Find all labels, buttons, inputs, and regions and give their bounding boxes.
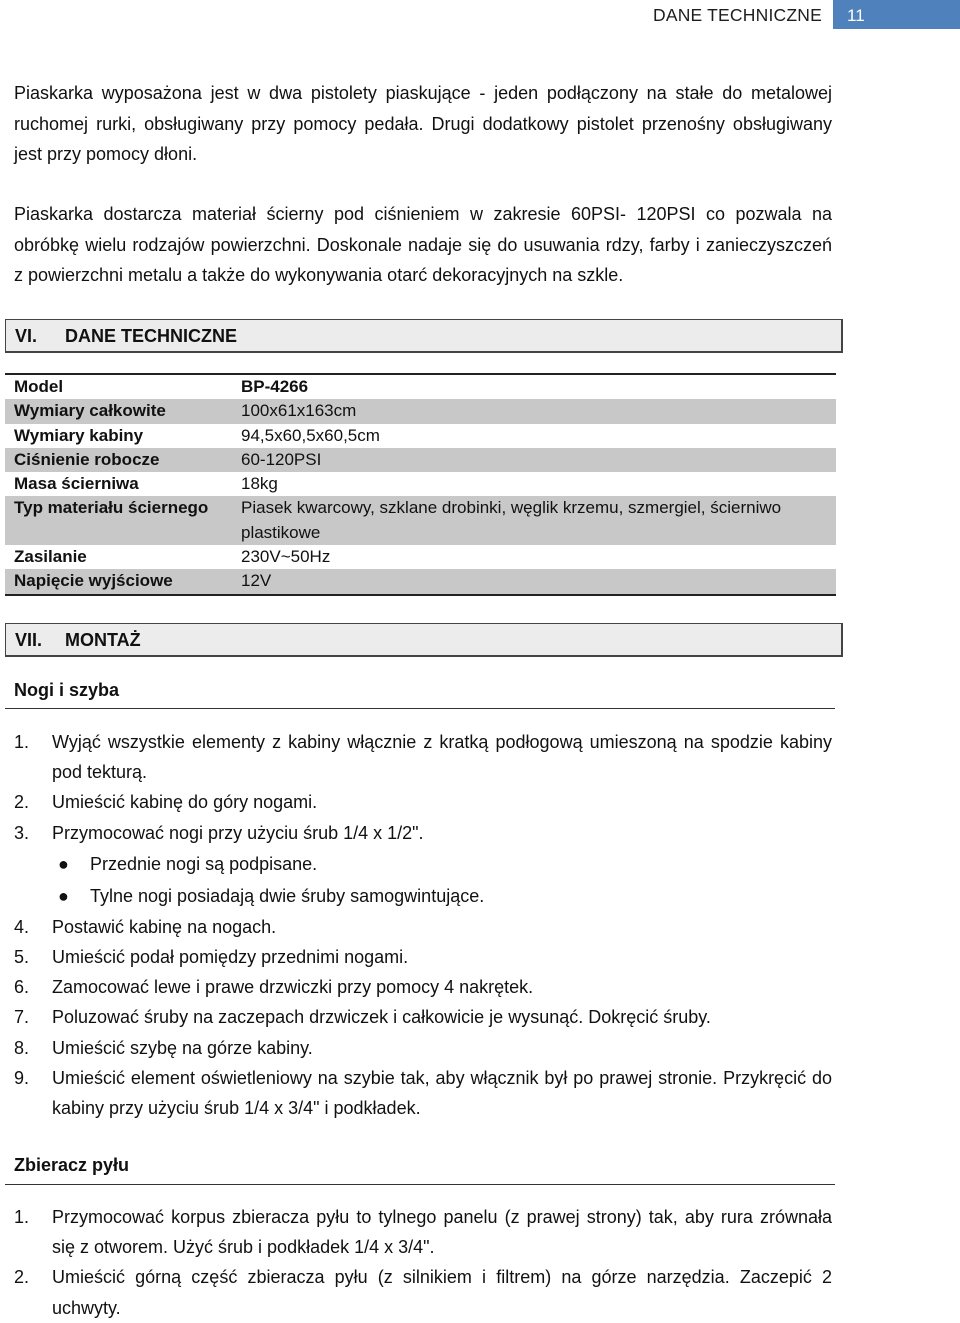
intro-paragraph-2: Piaskarka dostarcza materiał ścierny pod ciśnieniem w zakresie 60PSI- 120PSI co pozwala na obróbkę wielu rodzajów powierzchni. Doskonale nadaje się do usuwania rdzy, farby i zanieczyszczeń z powierzchni metalu a także do wykonywania otarć dekoracyjnych na szkle.: [14, 204, 832, 285]
divider: [5, 1184, 835, 1185]
step-text: Umieścić kabinę do góry nogami.: [52, 792, 318, 813]
spec-key: Wymiary kabiny: [14, 425, 144, 445]
section-heading-specs: [5, 319, 843, 353]
list-item: [14, 727, 832, 787]
section-title: MONTAŻ: [65, 630, 141, 650]
spec-value: Piasek kwarcowy, szklane drobinki, węglik krzemu, szmergiel, ścierniwo plastikowe: [241, 498, 782, 542]
spec-key: Model: [14, 377, 64, 396]
bullet-item: [14, 848, 832, 880]
spec-key: Masa ścierniwa: [14, 474, 139, 494]
step-text: Umieścić szybę na górze kabiny.: [52, 1037, 313, 1058]
spec-value: 94,5x60,5x60,5cm: [241, 425, 380, 445]
assembly-steps-legs: [14, 727, 832, 1123]
list-item: [14, 1033, 832, 1063]
spec-row: [5, 448, 836, 472]
spec-row: [5, 472, 836, 496]
list-item: [14, 818, 832, 848]
step-number: 2.: [14, 1267, 30, 1288]
spec-key: Ciśnienie robocze: [14, 449, 160, 469]
spec-row: [5, 424, 836, 448]
section-heading-assembly: [5, 623, 843, 657]
step-number: 1.: [14, 1207, 30, 1227]
list-item: [14, 787, 832, 817]
spec-value: 60-120PSI: [241, 449, 322, 469]
section-title: DANE TECHNICZNE: [65, 326, 238, 346]
list-item: [14, 1063, 832, 1123]
spec-key: Wymiary całkowite: [14, 401, 166, 421]
spec-value: 18kg: [241, 474, 278, 494]
list-item: [14, 1262, 832, 1322]
list-item: [14, 912, 832, 942]
step-text: Poluzować śruby na zaczepach drzwiczek i całkowicie je wysunąć. Dokręcić śruby.: [52, 1007, 711, 1028]
bullet-icon: ●: [58, 885, 69, 906]
running-header-title: DANE TECHNICZNE: [653, 5, 822, 25]
section-number: VI.: [15, 326, 38, 346]
intro-paragraph-1: Piaskarka wyposażona jest w dwa pistolety piaskujące - jeden podłączony na stałe do metalowej ruchomej rurki, obsługiwany przy pomocy pedała. Drugi dodatkowy pistolet przenośny obsługiwany jest przy pomocy dłoni.: [14, 83, 832, 164]
spec-value: 12V: [241, 571, 272, 591]
step-text: Zamocować lewe i prawe drzwiczki przy pomocy 4 nakrętek.: [52, 977, 534, 998]
list-item: [14, 942, 832, 972]
step-number: 7.: [14, 1007, 30, 1028]
spec-row: [5, 496, 836, 545]
spec-key: Napięcie wyjściowe: [14, 571, 173, 591]
step-text: Postawić kabinę na nogach.: [52, 916, 277, 937]
list-item: [14, 1202, 832, 1262]
step-number: 3.: [14, 822, 30, 843]
bullet-icon: ●: [58, 853, 69, 874]
step-number: 6.: [14, 977, 30, 998]
step-number: 9.: [14, 1067, 30, 1088]
section-number: VII.: [15, 630, 43, 650]
bullet-text: Przednie nogi są podpisane.: [90, 853, 318, 874]
page-number-badge: [833, 0, 960, 29]
bullet-item: [14, 880, 832, 912]
bullet-text: Tylne nogi posiadają dwie śruby samogwintujące.: [90, 885, 485, 906]
spec-key: Typ materiału ściernego: [14, 498, 209, 518]
step-text: Przymocować nogi przy użyciu śrub 1/4 x 1/2".: [52, 822, 424, 843]
spec-row: [5, 399, 836, 423]
spec-row: [5, 545, 836, 569]
list-item: [14, 972, 832, 1002]
spec-row: [5, 569, 836, 593]
step-text: Umieścić górną część zbieracza pyłu (z silnikiem i filtrem) na górze narzędzia. Zaczepić 2 uchwyty.: [52, 1267, 832, 1318]
step-number: 4.: [14, 916, 30, 937]
spec-table: [5, 373, 836, 596]
spec-key: Zasilanie: [14, 547, 87, 567]
assembly-steps-dust: [14, 1202, 832, 1323]
spec-value: BP-4266: [241, 377, 309, 396]
page-number: 11: [847, 6, 865, 25]
spec-row: [5, 375, 836, 399]
spec-value: 230V~50Hz: [241, 547, 331, 567]
step-text: Umieścić podał pomiędzy przednimi nogami.: [52, 947, 409, 968]
step-text: Wyjąć wszystkie elementy z kabiny włącznie z kratką podłogową umieszoną na spodzie kabiny pod tekturą.: [52, 732, 832, 783]
step-text: Przymocować korpus zbieracza pyłu to tylnego panelu (z prawej strony) tak, aby rura zrównała się z otworem. Użyć śrub i podkładek 1/4 x 3/4".: [52, 1207, 832, 1258]
step-number: 1.: [14, 732, 30, 752]
spec-value: 100x61x163cm: [241, 401, 357, 421]
subsection-heading-dust-collector: Zbieracz pyłu: [14, 1155, 130, 1175]
step-number: 8.: [14, 1037, 30, 1058]
list-item: [14, 1002, 832, 1032]
step-number: 5.: [14, 947, 30, 968]
subsection-heading-legs: Nogi i szyba: [14, 680, 120, 700]
divider: [5, 708, 835, 709]
step-number: 2.: [14, 792, 30, 813]
step-text: Umieścić element oświetleniowy na szybie tak, aby włącznik był po prawej stronie. Przykręcić do kabiny przy użyciu śrub 1/4 x 3/4" i podkładek.: [52, 1067, 832, 1119]
